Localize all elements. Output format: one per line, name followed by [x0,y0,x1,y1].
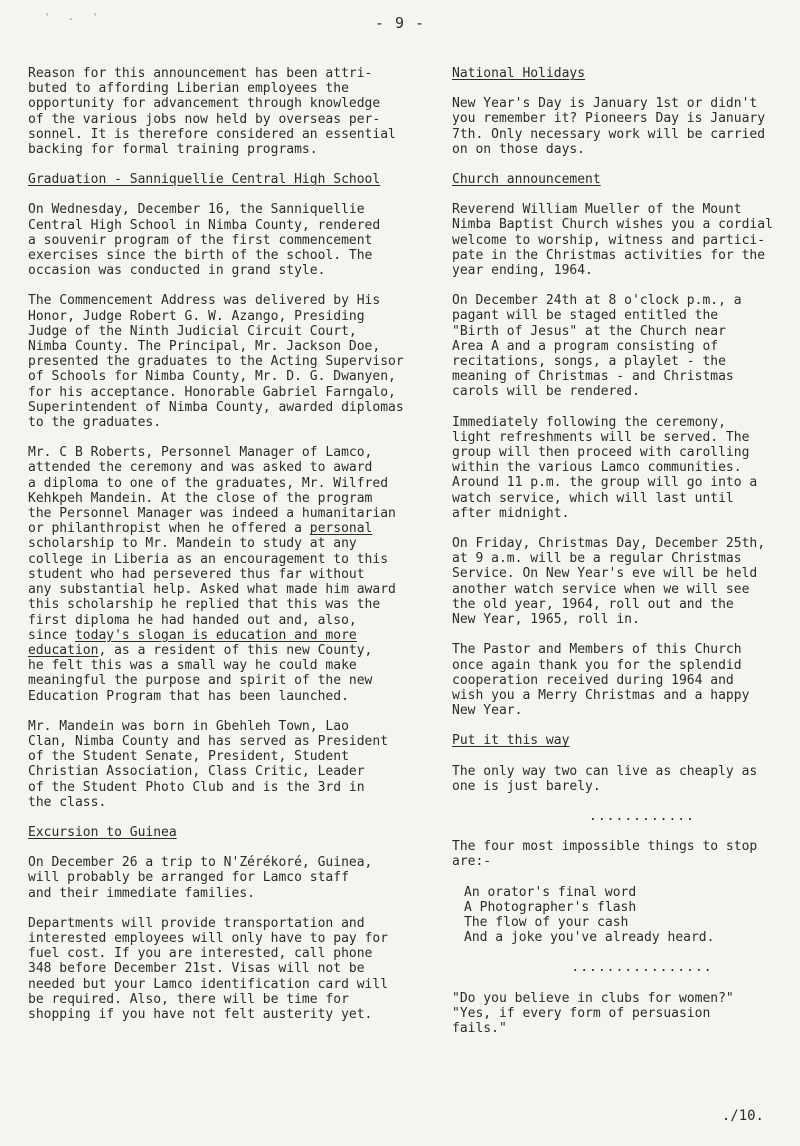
excursion-heading: Excursion to Guinea [28,824,177,840]
graduation-paragraph-4: Mr. Mandein was born in Gbehleh Town, Lao Clan, Nimba County and has served as President of the Student Senate, President, Student Christian Association, Class Critic, Leader of the Student Photo Club and is the 3rd in the class. [28,718,389,810]
graduation-p3-underline-2: today's slogan is education and more education [28,627,357,658]
church-paragraph-2: On December 24th at 8 o'clock p.m., a pagant will be staged entitled the "Birth of Jesus" at the Church near Area A and a program consisting of recitations, songs, a playlet - the meaning of Christmas - and Christmas carols will be rendered. [452,293,742,400]
clubs-quote: "Do you believe in clubs for women?" "Yes, if every form of persuasion fails." [452,990,734,1036]
left-column [28,66,420,1037]
dotted-separator-1: ............ [589,808,695,824]
intro-paragraph: Reason for this announcement has been attri- buted to affording Liberian employees the opportunity for advancement through knowledge of the various jobs now held by overseas per- sonnel. It is therefore considered an essential backing for formal training programs. [28,66,396,158]
excursion-paragraph-2: Departments will provide transportation and interested employees will only have to pay for fuel cost. If you are interested, call phone 348 before December 21st. Visas will not be needed but your Lamco identification card will be required. Also, there will be time for shopping if you have not felt austerity yet. [28,915,389,1022]
church-paragraph-4: On Friday, Christmas Day, December 25th, at 9 a.m. will be a regular Christmas Service. On New Year's eve will be held another watch service when we will see the old year, 1964, roll out and the New Year, 1965, roll in. [452,536,766,628]
church-heading: Church announcement [452,172,601,188]
graduation-p3-part-b: scholarship to Mr. Mandein to study at any college in Liberia as an encouragement to this student who had persevered thus far without any substantial help. Asked what made him award this scholarship he replied that this was the first diploma he had handed out and, also, since [28,536,396,643]
impossible-things-list: An orator's final word A Photographer's flash The flow of your cash And a joke you've already heard. [464,884,715,946]
page-number: - 9 - [374,14,426,32]
put-it-this-way-paragraph: The only way two can live as cheaply as one is just barely. [452,763,758,794]
put-it-this-way-heading: Put it this way [452,733,570,749]
graduation-heading: Graduation - Sanniquellie Central High School [28,172,381,188]
graduation-paragraph-2: The Commencement Address was delivered by His Honor, Judge Robert G. W. Azango, Presiding Judge of the Ninth Judicial Circuit Court, Nimba County. The Principal, Mr. Jackson Doe, presented the graduates to the Acting Supervisor of Schools for Nimba County, Mr. D. G. Dwanyen, for his acceptance. Honorable Gabriel Farngalo, Superintendent of Nimba County, awarded diplomas to the graduates. [28,293,404,431]
excursion-paragraph-1: On December 26 a trip to N'Zérékoré, Guinea, will probably be arranged for Lamco staff and their immediate families. [28,855,373,901]
church-paragraph-5: The Pastor and Members of this Church once again thank you for the splendid cooperation received during 1964 and wish you a Merry Christmas and a happy New Year. [452,642,750,719]
graduation-p3-underline-1: personal [309,521,373,537]
holidays-heading: National Holidays [452,66,586,81]
church-paragraph-3: Immediately following the ceremony, light refreshments will be served. The group will then proceed with carolling within the various Lamco communities. Around 11 p.m. the group will go into a watch service, which will last until after midnight. [452,414,758,521]
church-paragraph-1: Reverend William Mueller of the Mount Nimba Baptist Church wishes you a cordial welcome to worship, witness and partici- pate in the Christmas activities for the year ending, 1964. [452,202,773,279]
corner-marks: ' . ' [44,12,105,23]
right-column [452,66,792,1051]
continued-page-reference: ./10. [721,1108,764,1124]
graduation-p3-part-a: Mr. C B Roberts, Personnel Manager of Lamco, attended the ceremony and was asked to award a diploma to one of the graduates, Mr. Wilfred Kehkpeh Mandein. At the close of the program the Personnel Manager was indeed a humanitarian or philanthropist when he offered a [28,445,396,537]
impossible-things-intro: The four most impossible things to stop are:- [452,839,758,870]
holidays-paragraph: New Year's Day is January 1st or didn't you remember it? Pioneers Day is January 7th. Only necessary work will be carried on on those days. [452,96,766,157]
graduation-paragraph-3 [28,445,420,703]
graduation-paragraph-1: On Wednesday, December 16, the Sanniquellie Central High School in Nimba County, rendered a souvenir program of the first commencement exercises since the birth of the school. The occasion was conducted in grand style. [28,202,381,279]
graduation-p3-part-c: , as a resident of this new County, he felt this was a small way he could make meaningful the purpose and spirit of the new Education Program that has been launched. [28,642,373,704]
dotted-separator-2: ................ [571,960,713,976]
